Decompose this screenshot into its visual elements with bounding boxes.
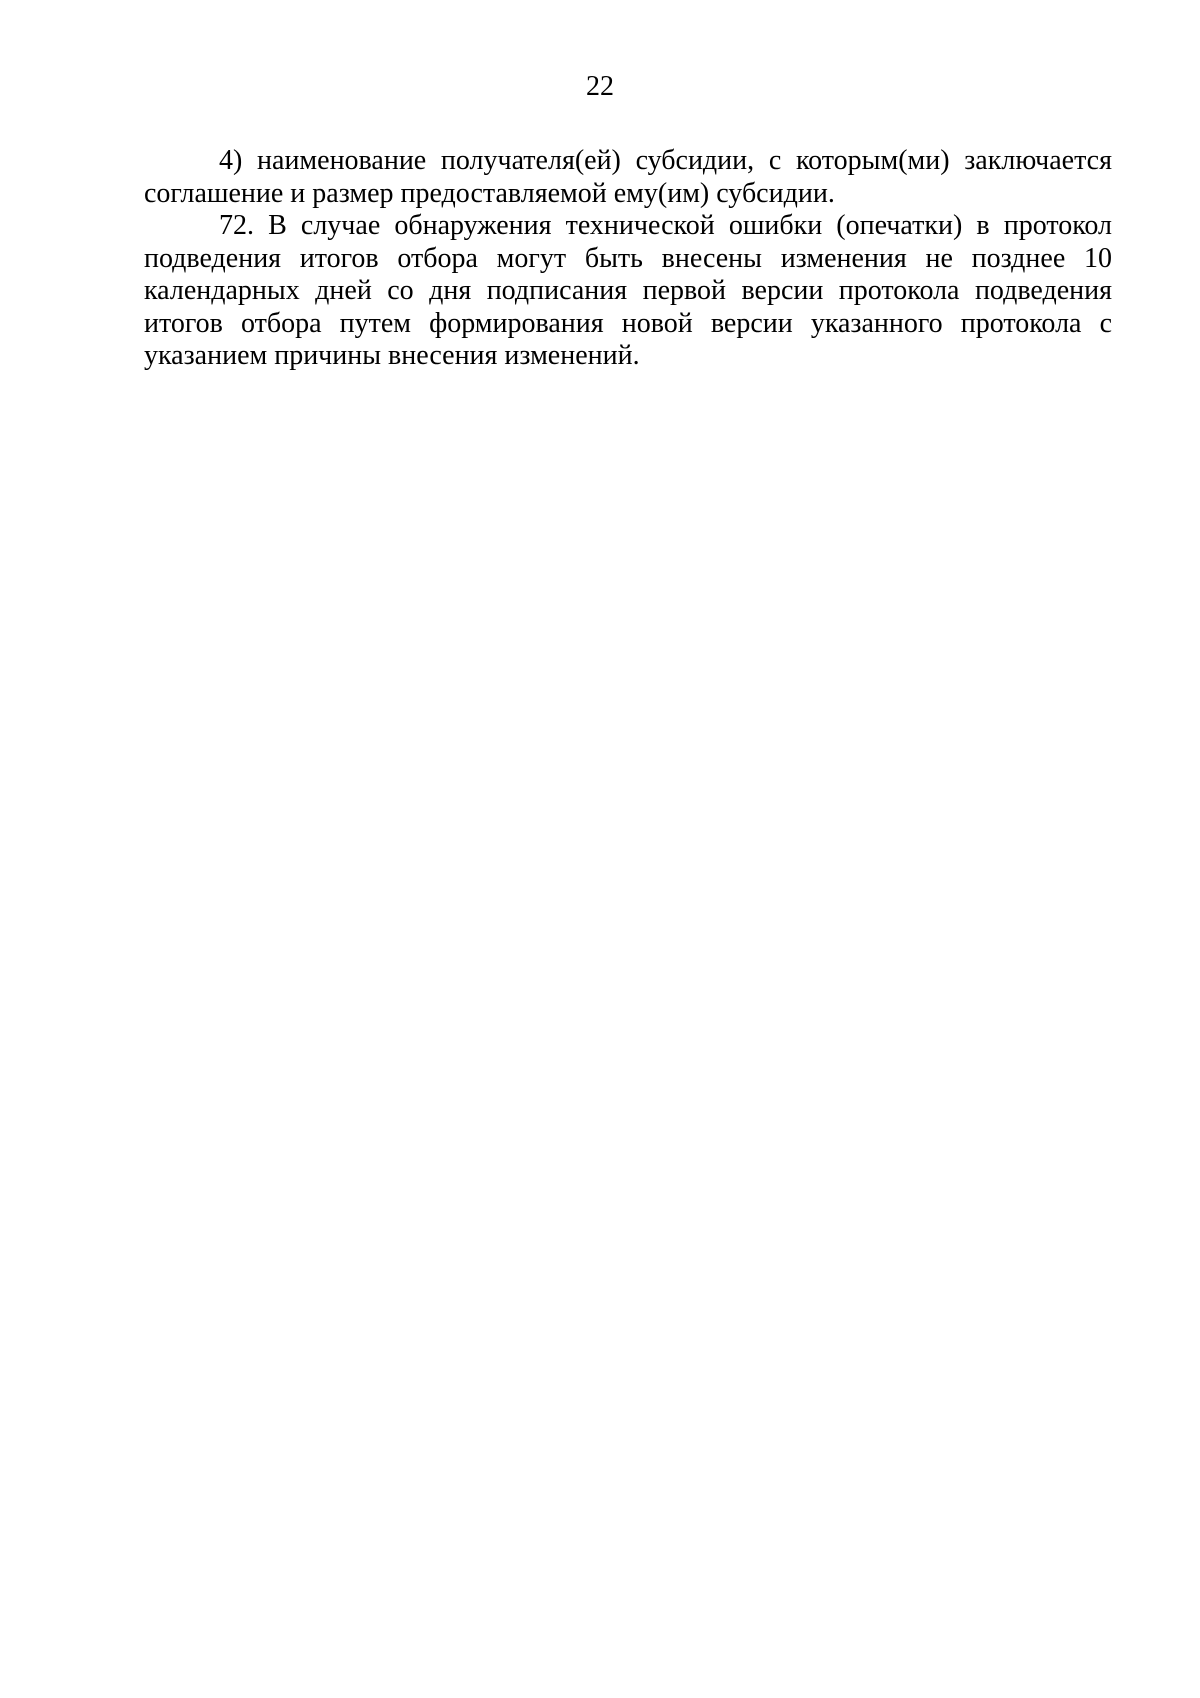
- document-body: [144, 145, 1112, 373]
- paragraph-item-72: 72. В случае обнаружения технической ошибки (опечатки) в протокол подведения итогов отбора могут быть внесены изменения не позднее 10 календарных дней со дня подписания первой версии протокола подведения итогов отбора путем формирования новой версии указанного протокола с указанием причины внесения изменений.: [144, 210, 1112, 371]
- page-number: 22: [586, 71, 614, 102]
- paragraph-item-4: 4) наименование получателя(ей) субсидии, с которым(ми) заключается соглашение и размер предоставляемой ему(им) субсидии.: [144, 145, 1112, 209]
